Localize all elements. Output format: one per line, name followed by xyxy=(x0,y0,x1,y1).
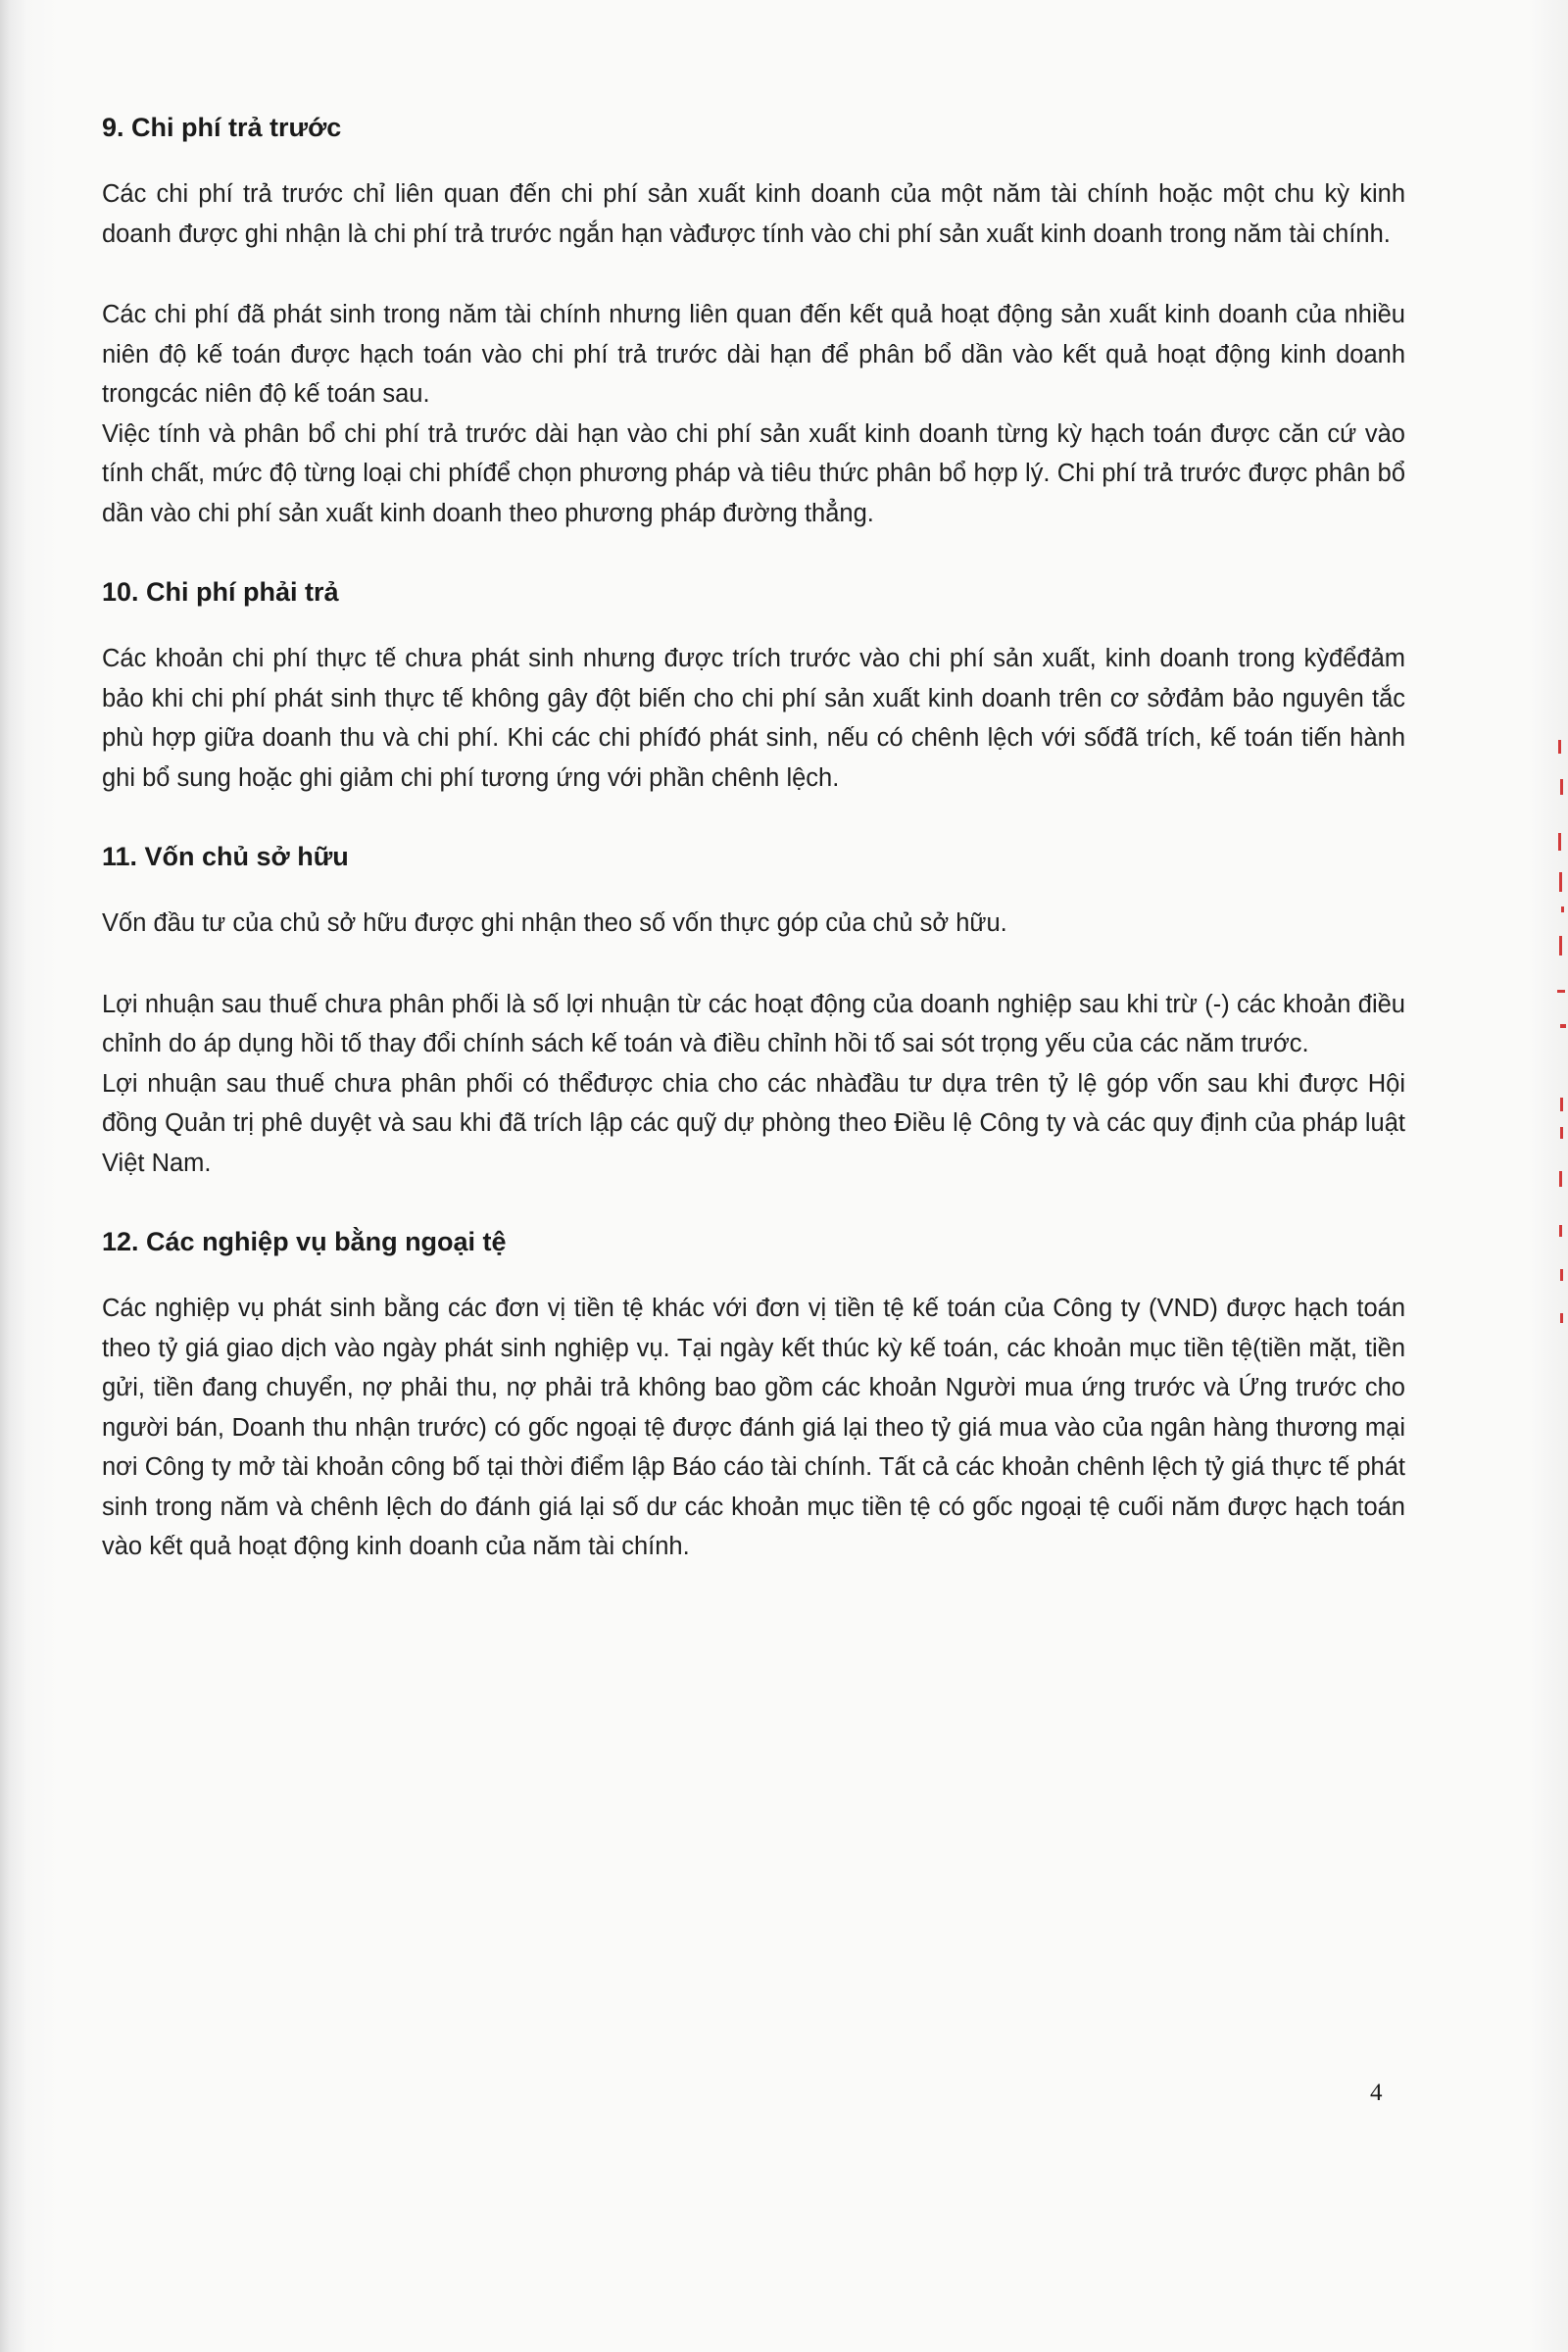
section-title-10: 10. Chi phí phải trả xyxy=(102,577,339,607)
document-body xyxy=(102,108,1405,1567)
section-9-paragraph-3: Việc tính và phân bổ chi phí trả trước dài hạn vào chi phí sản xuất kinh doanh từng kỳ hạch toán được căn cứ vào tính chất, mức độ từng loại chi phíđể chọn phương pháp và tiêu thức phân bổ hợp lý. Chi phí trả trước được phân bổ dần vào chi phí sản xuất kinh doanh theo phương pháp đường thẳng. xyxy=(102,419,1405,527)
section-title-12: 12. Các nghiệp vụ bằng ngoại tệ xyxy=(102,1227,507,1256)
section-11-paragraph-2: Lợi nhuận sau thuế chưa phân phối là số lợi nhuận từ các hoạt động của doanh nghiệp sau khi trừ (-) các khoản điều chỉnh do áp dụng hồi tố thay đổi chính sách kế toán và điều chỉnh hồi tố sai sót trọng yếu của các năm trước. xyxy=(102,990,1405,1057)
bleed-through-marks xyxy=(1556,740,1568,1348)
section-title-11: 11. Vốn chủ sở hữu xyxy=(102,842,349,871)
section-10-paragraph-1: Các khoản chi phí thực tế chưa phát sinh nhưng được trích trước vào chi phí sản xuất, kinh doanh trong kỳđểđảm bảo khi chi phí phát sinh thực tế không gây đột biến cho chi phí sản xuất kinh doanh trên cơ sởđảm bảo nguyên tắc phù hợp giữa doanh thu và chi phí. Khi các chi phíđó phát sinh, nếu có chênh lệch với sốđã trích, kế toán tiến hành ghi bổ sung hoặc ghi giảm chi phí tương ứng với phần chênh lệch. xyxy=(102,645,1405,792)
section-11-paragraph-1: Vốn đầu tư của chủ sở hữu được ghi nhận theo số vốn thực góp của chủ sở hữu. xyxy=(102,909,1007,937)
section-9-paragraph-1: Các chi phí trả trước chỉ liên quan đến chi phí sản xuất kinh doanh của một năm tài chính hoặc một chu kỳ kinh doanh được ghi nhận là chi phí trả trước ngắn hạn vàđược tính vào chi phí sản xuất kinh doanh trong năm tài chính. xyxy=(102,180,1405,248)
section-12-paragraph-1: Các nghiệp vụ phát sinh bằng các đơn vị tiền tệ khác với đơn vị tiền tệ kế toán của Công ty (VND) được hạch toán theo tỷ giá giao dịch vào ngày phát sinh nghiệp vụ. Tại ngày kết thúc kỳ kế toán, các khoản mục tiền tệ(tiền mặt, tiền gửi, tiền đang chuyển, nợ phải thu, nợ phải trả không bao gồm các khoản Người mua ứng trước và Ứng trước cho người bán, Doanh thu nhận trước) có gốc ngoại tệ được đánh giá lại theo tỷ giá mua vào của ngân hàng thương mại nơi Công ty mở tài khoản công bố tại thời điểm lập Báo cáo tài chính. Tất cả các khoản chênh lệch tỷ giá thực tế phát sinh trong năm và chênh lệch do đánh giá lại số dư các khoản mục tiền tệ có gốc ngoại tệ cuối năm được hạch toán vào kết quả hoạt động kinh doanh của năm tài chính. xyxy=(102,1295,1405,1560)
section-title-9: 9. Chi phí trả trước xyxy=(102,113,342,142)
page-number: 4 xyxy=(1370,2080,1383,2106)
section-9-paragraph-2: Các chi phí đã phát sinh trong năm tài chính nhưng liên quan đến kết quả hoạt động sản xuất kinh doanh của nhiều niên độ kế toán được hạch toán vào chi phí trả trước dài hạn để phân bổ dần vào kết quả hoạt động kinh doanh trongcác niên độ kế toán sau. xyxy=(102,301,1405,408)
section-11-paragraph-3: Lợi nhuận sau thuế chưa phân phối có thểđược chia cho các nhàđầu tư dựa trên tỷ lệ góp vốn sau khi được Hội đồng Quản trị phê duyệt và sau khi đã trích lập các quỹ dự phòng theo Điều lệ Công ty và các quy định của pháp luật Việt Nam. xyxy=(102,1069,1405,1177)
